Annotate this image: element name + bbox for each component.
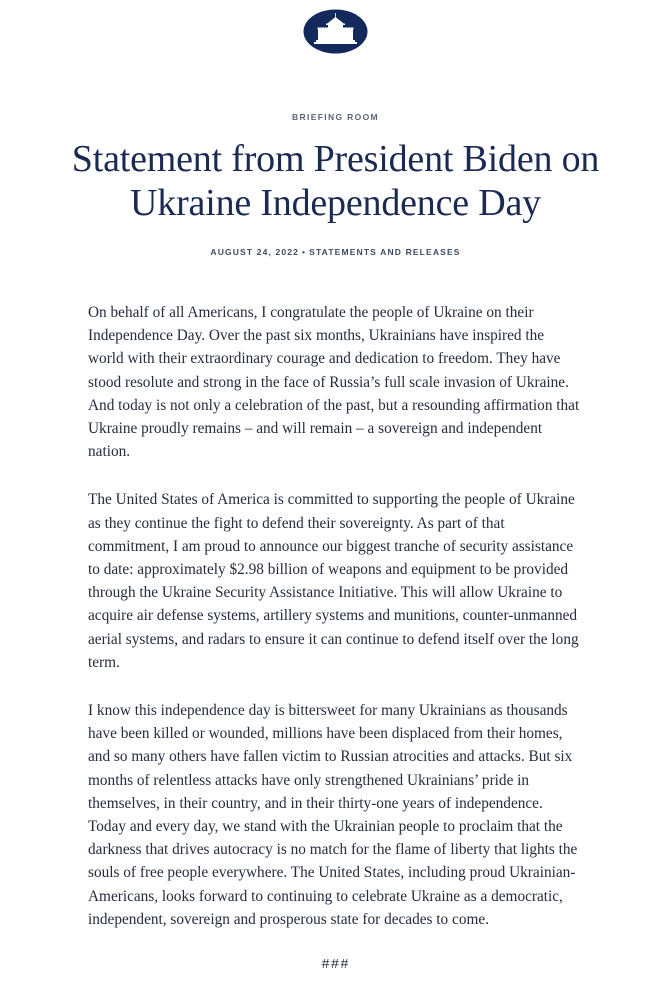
paragraph: On behalf of all Americans, I congratulate the people of Ukraine on their Independence Day. Over the past six months, Ukrainians have inspired the world with their extraordinary courage and dedication to freedom. They have stood resolute and strong in the face of Russia’s full scale invasion of Ukraine. And today is not only a celebration of the past, but a resounding affirmation that Ukraine proudly remains – and will remain – a sovereign and independent nation. (88, 303, 580, 461)
article-meta (0, 247, 671, 257)
publish-date: AUGUST 24, 2022 (210, 246, 299, 257)
meta-separator: • (302, 246, 307, 257)
paragraph: I know this independence day is bittersweet for many Ukrainians as thousands have been killed or wounded, millions have been displaced from their homes, and so many others have fallen victim to Russian atrocities and attacks. But six months of relentless attacks have only strengthened Ukrainians’ pride in themselves, in their country, and in their thirty-one years of independence. Today and every day, we stand with the Ukrainian people to proclaim that the darkness that drives autocracy is no match for the flame of liberty that lights the souls of free people everywhere. The United States, including proud Ukrainian-Americans, looks forward to continuing to celebrate Ukraine as a democratic, independent, sovereign and prosperous state for decades to come. (88, 701, 578, 928)
paragraph: The United States of America is committed to supporting the people of Ukraine as they continue the fight to defend their sovereignty. As part of that commitment, I am proud to announce our biggest tranche of security assistance to date: approximately $2.98 billion of weapons and equipment to be provided through the Ukraine Security Assistance Initiative. This will allow Ukraine to acquire air defense systems, artillery systems and munitions, counter-unmanned aerial systems, and radars to ensure it can continue to defend itself over the long term. (88, 491, 579, 671)
article-body (88, 257, 583, 931)
white-house-seal-icon (303, 9, 368, 54)
site-logo[interactable] (0, 0, 671, 54)
breadcrumb-briefing-room[interactable]: BRIEFING ROOM (292, 112, 379, 122)
page-title: Statement from President Biden on Ukraine Independence Day (71, 138, 600, 225)
category-statements-and-releases[interactable]: STATEMENTS AND RELEASES (309, 246, 461, 257)
end-of-statement-mark: ### (321, 956, 350, 973)
